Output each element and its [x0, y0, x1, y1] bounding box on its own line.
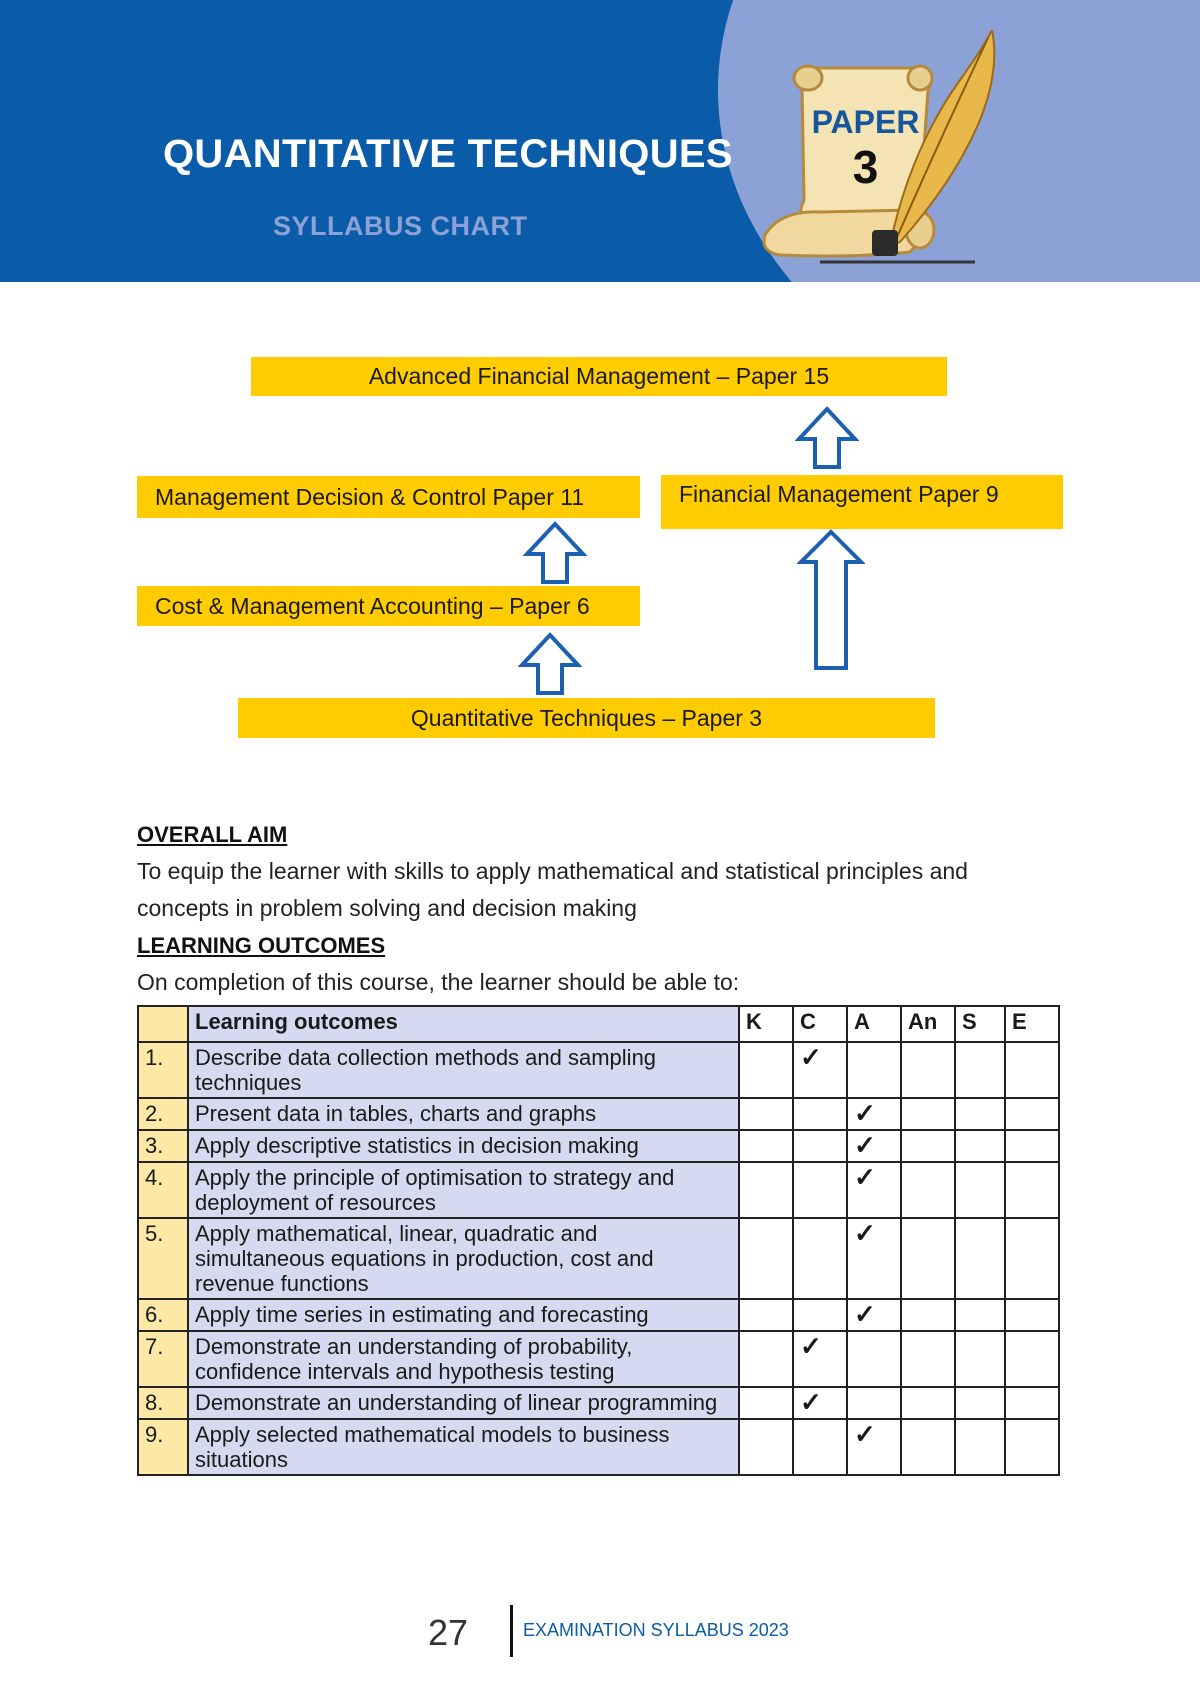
header-e: E — [1005, 1006, 1059, 1042]
level-cell-an — [901, 1098, 955, 1130]
paper-label: PAPER — [811, 104, 920, 140]
level-cell-k — [739, 1042, 793, 1098]
level-cell-c — [793, 1042, 847, 1098]
table-row — [138, 1098, 1059, 1130]
level-cell-s — [955, 1419, 1005, 1475]
row-outcome: Apply the principle of optimisation to strategy and deployment of resources — [188, 1162, 739, 1218]
level-cell-k — [739, 1098, 793, 1130]
row-number: 7. — [138, 1331, 188, 1387]
level-cell-a — [847, 1331, 901, 1387]
level-cell-e — [1005, 1387, 1059, 1419]
level-cell-c — [793, 1098, 847, 1130]
box-financial-management: Financial Management Paper 9 — [661, 475, 1063, 529]
arrow-up-long-icon — [797, 528, 865, 672]
page-title: QUANTITATIVE TECHNIQUES — [163, 132, 733, 176]
level-cell-c — [793, 1299, 847, 1331]
table-row — [138, 1218, 1059, 1299]
header-banner — [0, 0, 1200, 282]
level-cell-k — [739, 1387, 793, 1419]
row-number: 6. — [138, 1299, 188, 1331]
level-cell-s — [955, 1162, 1005, 1218]
table-row — [138, 1331, 1059, 1387]
header-learning-outcomes: Learning outcomes — [188, 1006, 739, 1042]
row-number: 1. — [138, 1042, 188, 1098]
header-c: C — [793, 1006, 847, 1042]
footer-text: EXAMINATION SYLLABUS 2023 — [523, 1620, 789, 1640]
row-outcome: Demonstrate an understanding of probability, confidence intervals and hypothesis testing — [188, 1331, 739, 1387]
page-subtitle: SYLLABUS CHART — [273, 211, 528, 241]
level-cell-a — [847, 1299, 901, 1331]
table-row — [138, 1419, 1059, 1475]
level-cell-an — [901, 1419, 955, 1475]
learning-outcomes-table — [137, 1005, 1060, 1476]
box-cost-management-accounting: Cost & Management Accounting – Paper 6 — [137, 586, 640, 626]
level-cell-an — [901, 1387, 955, 1419]
check-icon: ✓ — [854, 1299, 876, 1329]
table-row — [138, 1299, 1059, 1331]
header-s: S — [955, 1006, 1005, 1042]
row-number: 8. — [138, 1387, 188, 1419]
overall-aim-text: To equip the learner with skills to apply mathematical and statistical principles and concepts in problem solving and decision making — [137, 858, 968, 921]
level-cell-c — [793, 1419, 847, 1475]
level-cell-k — [739, 1419, 793, 1475]
row-outcome: Apply time series in estimating and forecasting — [188, 1299, 739, 1331]
level-cell-c — [793, 1387, 847, 1419]
level-cell-a — [847, 1387, 901, 1419]
level-cell-c — [793, 1218, 847, 1299]
level-cell-a — [847, 1042, 901, 1098]
level-cell-a — [847, 1419, 901, 1475]
row-number: 4. — [138, 1162, 188, 1218]
box-management-decision-control: Management Decision & Control Paper 11 — [137, 476, 640, 518]
level-cell-an — [901, 1042, 955, 1098]
table-row — [138, 1042, 1059, 1098]
table-row — [138, 1387, 1059, 1419]
page-number: 27 — [428, 1612, 469, 1653]
level-cell-s — [955, 1387, 1005, 1419]
level-cell-e — [1005, 1162, 1059, 1218]
level-cell-s — [955, 1331, 1005, 1387]
level-cell-k — [739, 1130, 793, 1162]
level-cell-s — [955, 1098, 1005, 1130]
overall-aim-heading: OVERALL AIM — [137, 822, 288, 847]
check-icon: ✓ — [854, 1098, 876, 1128]
header-k: K — [739, 1006, 793, 1042]
level-cell-a — [847, 1162, 901, 1218]
level-cell-k — [739, 1218, 793, 1299]
level-cell-an — [901, 1162, 955, 1218]
arrow-up-icon — [518, 631, 582, 695]
table-header-row — [138, 1006, 1059, 1042]
level-cell-an — [901, 1130, 955, 1162]
level-cell-a — [847, 1218, 901, 1299]
check-icon: ✓ — [854, 1218, 876, 1248]
level-cell-k — [739, 1299, 793, 1331]
level-cell-s — [955, 1042, 1005, 1098]
level-cell-e — [1005, 1218, 1059, 1299]
row-outcome: Apply mathematical, linear, quadratic and simultaneous equations in production, cost and revenue functions — [188, 1218, 739, 1299]
row-outcome: Present data in tables, charts and graphs — [188, 1098, 739, 1130]
check-icon: ✓ — [854, 1162, 876, 1192]
check-icon: ✓ — [800, 1042, 822, 1072]
level-cell-e — [1005, 1042, 1059, 1098]
arrow-up-icon — [795, 405, 859, 469]
header-an: An — [901, 1006, 955, 1042]
level-cell-an — [901, 1299, 955, 1331]
level-cell-a — [847, 1130, 901, 1162]
header-a: A — [847, 1006, 901, 1042]
level-cell-a — [847, 1098, 901, 1130]
check-icon: ✓ — [800, 1387, 822, 1417]
table-row — [138, 1162, 1059, 1218]
level-cell-s — [955, 1130, 1005, 1162]
row-outcome: Apply descriptive statistics in decision making — [188, 1130, 739, 1162]
level-cell-e — [1005, 1299, 1059, 1331]
level-cell-e — [1005, 1130, 1059, 1162]
arrow-up-icon — [523, 520, 587, 584]
level-cell-e — [1005, 1098, 1059, 1130]
paper-number: 3 — [852, 141, 879, 193]
row-number: 9. — [138, 1419, 188, 1475]
level-cell-c — [793, 1162, 847, 1218]
row-number: 5. — [138, 1218, 188, 1299]
level-cell-k — [739, 1162, 793, 1218]
row-number: 3. — [138, 1130, 188, 1162]
check-icon: ✓ — [854, 1130, 876, 1160]
level-cell-e — [1005, 1419, 1059, 1475]
level-cell-k — [739, 1331, 793, 1387]
row-outcome: Describe data collection methods and sampling techniques — [188, 1042, 739, 1098]
row-outcome: Apply selected mathematical models to business situations — [188, 1419, 739, 1475]
level-cell-e — [1005, 1331, 1059, 1387]
box-quantitative-techniques: Quantitative Techniques – Paper 3 — [238, 698, 935, 738]
level-cell-an — [901, 1218, 955, 1299]
level-cell-c — [793, 1130, 847, 1162]
level-cell-c — [793, 1331, 847, 1387]
check-icon: ✓ — [854, 1419, 876, 1449]
check-icon: ✓ — [800, 1331, 822, 1361]
box-advanced-financial-management: Advanced Financial Management – Paper 15 — [251, 357, 947, 396]
row-outcome: Demonstrate an understanding of linear programming — [188, 1387, 739, 1419]
level-cell-an — [901, 1331, 955, 1387]
table-row — [138, 1130, 1059, 1162]
learning-outcomes-intro: On completion of this course, the learner should be able to: — [137, 969, 740, 995]
row-number: 2. — [138, 1098, 188, 1130]
header-number — [138, 1006, 188, 1042]
learning-outcomes-heading: LEARNING OUTCOMES — [137, 933, 386, 958]
level-cell-s — [955, 1299, 1005, 1331]
footer-divider — [510, 1605, 513, 1657]
level-cell-s — [955, 1218, 1005, 1299]
